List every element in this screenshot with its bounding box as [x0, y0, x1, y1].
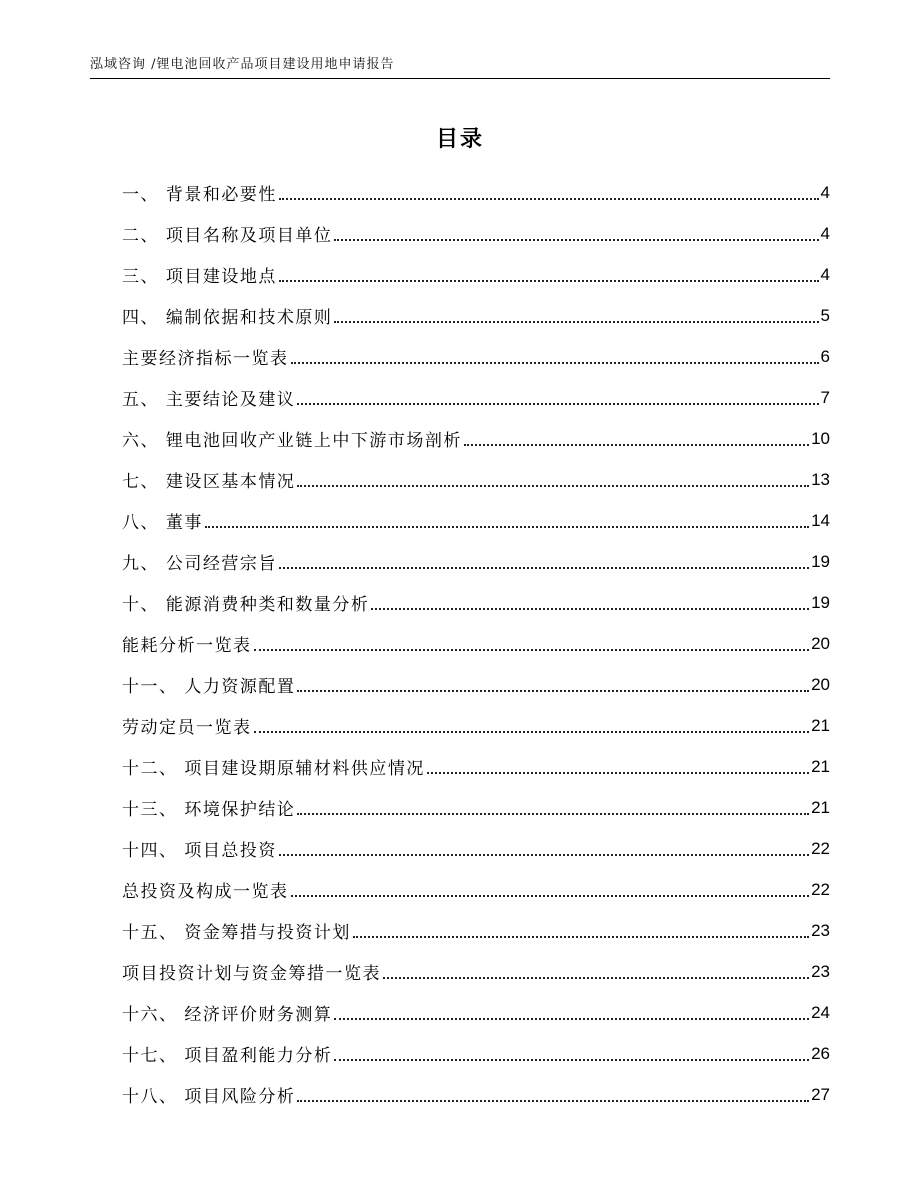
toc-entry-label: 十二、 项目建设期原辅材料供应情况 — [122, 759, 425, 779]
toc-entry-label: 二、 项目名称及项目单位 — [122, 226, 333, 246]
toc-entry-page: 23 — [811, 961, 830, 981]
toc-entry-17[interactable] — [122, 828, 830, 869]
toc-dot-leader — [297, 689, 809, 692]
toc-dot-leader — [279, 853, 809, 856]
toc-entry-7[interactable] — [122, 418, 830, 459]
header-divider — [90, 78, 830, 79]
toc-dot-leader — [279, 566, 809, 569]
toc-entry-label: 总投资及构成一览表 — [122, 882, 289, 902]
toc-entry-22[interactable] — [122, 1033, 830, 1074]
toc-dot-leader — [291, 894, 810, 897]
toc-entry-label: 十五、 资金筹措与投资计划 — [122, 923, 351, 943]
toc-dot-leader — [383, 976, 809, 979]
page-title: 目录 — [435, 127, 484, 152]
toc-dot-leader — [334, 1017, 809, 1020]
toc-entry-6[interactable] — [122, 377, 830, 418]
toc-entry-page: 21 — [811, 715, 830, 735]
toc-entry-8[interactable] — [122, 459, 830, 500]
toc-dot-leader — [427, 771, 809, 774]
toc-entry-15[interactable] — [122, 746, 830, 787]
toc-entry-23[interactable] — [122, 1074, 830, 1115]
toc-entry-page: 21 — [811, 756, 830, 776]
toc-entry-label: 四、 编制依据和技术原则 — [122, 308, 333, 328]
toc-entry-page: 21 — [811, 797, 830, 817]
toc-entry-12[interactable] — [122, 623, 830, 664]
toc-dot-leader — [205, 525, 809, 528]
toc-entry-page: 7 — [820, 387, 830, 407]
toc-entry-11[interactable] — [122, 582, 830, 623]
table-of-contents — [122, 172, 830, 1115]
toc-dot-leader — [279, 197, 819, 200]
toc-entry-label: 十四、 项目总投资 — [122, 841, 277, 861]
toc-entry-label: 能耗分析一览表 — [122, 636, 252, 656]
toc-entry-page: 27 — [811, 1084, 830, 1104]
toc-entry-label: 九、 公司经营宗旨 — [122, 554, 277, 574]
toc-entry-label: 三、 项目建设地点 — [122, 267, 277, 287]
toc-entry-label: 劳动定员一览表 — [122, 718, 252, 738]
toc-entry-page: 22 — [811, 879, 830, 899]
toc-entry-19[interactable] — [122, 910, 830, 951]
toc-entry-label: 十、 能源消费种类和数量分析 — [122, 595, 370, 615]
toc-entry-page: 14 — [811, 510, 830, 530]
toc-entry-21[interactable] — [122, 992, 830, 1033]
toc-dot-leader — [334, 238, 818, 241]
toc-dot-leader — [464, 443, 809, 446]
toc-dot-leader — [334, 320, 818, 323]
toc-entry-page: 20 — [811, 633, 830, 653]
toc-dot-leader — [297, 402, 818, 405]
toc-entry-10[interactable] — [122, 541, 830, 582]
toc-dot-leader — [291, 361, 819, 364]
toc-entry-label: 十一、 人力资源配置 — [122, 677, 296, 697]
toc-entry-label: 十三、 环境保护结论 — [122, 800, 296, 820]
toc-entry-page: 19 — [811, 551, 830, 571]
toc-entry-label: 十八、 项目风险分析 — [122, 1087, 296, 1107]
toc-entry-page: 24 — [811, 1002, 830, 1022]
toc-entry-1[interactable] — [122, 172, 830, 213]
toc-entry-page: 4 — [820, 264, 830, 284]
toc-dot-leader — [254, 648, 810, 651]
toc-entry-label: 八、 董事 — [122, 513, 203, 533]
toc-entry-3[interactable] — [122, 254, 830, 295]
toc-dot-leader — [297, 812, 809, 815]
toc-entry-4[interactable] — [122, 295, 830, 336]
toc-entry-page: 20 — [811, 674, 830, 694]
toc-entry-label: 一、 背景和必要性 — [122, 185, 277, 205]
toc-entry-14[interactable] — [122, 705, 830, 746]
toc-dot-leader — [297, 484, 809, 487]
toc-entry-label: 主要经济指标一览表 — [122, 349, 289, 369]
toc-entry-page: 4 — [820, 223, 830, 243]
toc-entry-page: 23 — [811, 920, 830, 940]
toc-entry-label: 六、 锂电池回收产业链上中下游市场剖析 — [122, 431, 462, 451]
toc-dot-leader — [254, 730, 810, 733]
toc-dot-leader — [279, 279, 819, 282]
toc-entry-page: 6 — [820, 346, 830, 366]
toc-entry-label: 五、 主要结论及建议 — [122, 390, 296, 410]
toc-entry-9[interactable] — [122, 500, 830, 541]
toc-entry-2[interactable] — [122, 213, 830, 254]
toc-dot-leader — [334, 1058, 809, 1061]
toc-entry-label: 七、 建设区基本情况 — [122, 472, 296, 492]
toc-entry-label: 十七、 项目盈利能力分析 — [122, 1046, 333, 1066]
toc-entry-13[interactable] — [122, 664, 830, 705]
toc-entry-page: 5 — [820, 305, 830, 325]
toc-entry-page: 10 — [811, 428, 830, 448]
toc-entry-page: 26 — [811, 1043, 830, 1063]
toc-entry-20[interactable] — [122, 951, 830, 992]
toc-entry-label: 十六、 经济评价财务测算 — [122, 1005, 333, 1025]
toc-entry-5[interactable] — [122, 336, 830, 377]
toc-entry-page: 19 — [811, 592, 830, 612]
toc-dot-leader — [353, 935, 809, 938]
toc-entry-page: 22 — [811, 838, 830, 858]
toc-entry-page: 4 — [820, 182, 830, 202]
toc-entry-label: 项目投资计划与资金筹措一览表 — [122, 964, 381, 984]
toc-dot-leader — [297, 1099, 809, 1102]
page-header: 泓域咨询 /锂电池回收产品项目建设用地申请报告 — [90, 57, 395, 72]
toc-dot-leader — [371, 607, 809, 610]
toc-entry-18[interactable] — [122, 869, 830, 910]
toc-entry-16[interactable] — [122, 787, 830, 828]
toc-entry-page: 13 — [811, 469, 830, 489]
